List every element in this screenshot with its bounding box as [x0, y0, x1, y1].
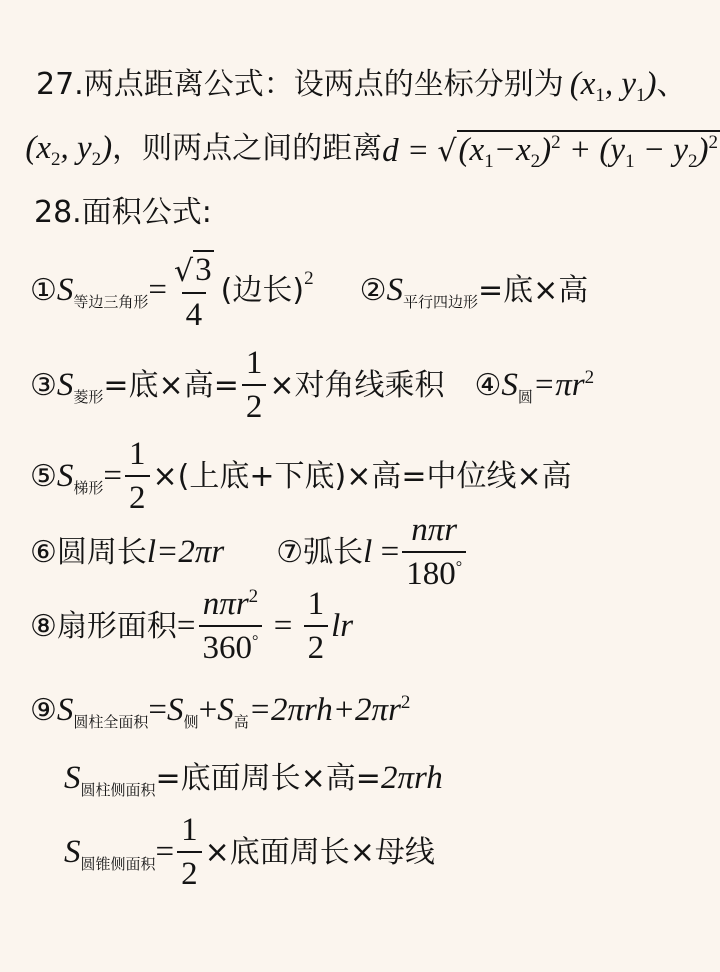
cylinder-side-subscript: 圆柱侧面积 [80, 781, 156, 799]
cylinder-total-formula: $=2\pi rh+2\pi r^2$ [248, 692, 411, 728]
circumference-formula: l=2πr [146, 534, 225, 570]
formula-row-8: ⑧ 扇形面积 = $\frac{n\pi r^2}{360^\circ}$ = $\frac{1}{2}$ lr [30, 586, 354, 666]
distance-formula-line-1 [0, 66, 720, 106]
point-2-coords: ($x_2$, $y_2$) [25, 130, 113, 170]
one-half-fraction: $\frac{1}{2}$ [125, 438, 150, 515]
one-half-fraction: $\frac{1}{2}$ [242, 347, 267, 424]
parallelogram-subscript: 平行四边形 [403, 293, 479, 311]
formula-number-4: ④ [474, 367, 502, 403]
area-formulas-heading-line [0, 194, 720, 230]
one-half-fraction: $\frac{1}{2}$ [304, 588, 329, 665]
formula-number-1: ① [30, 272, 57, 308]
trapezoid-formula: ×(上底+下底)×高=中位线×高 [152, 458, 572, 494]
area-formulas-heading: 28.面积公式: [34, 194, 212, 230]
formula-number-3: ③ [30, 367, 57, 403]
cylinder-side-area-line: S 圆柱侧面积 =底面周长×高= 2πrh [64, 760, 443, 799]
distance-formula-heading: 27.两点距离公式：设两点的坐标分别为 [36, 66, 564, 102]
arc-length-fraction: $\frac{\text{nπr}}{180^\circ}$ [402, 514, 466, 591]
formula-row-1-2: ① S 等边三角形 = √ 3 4 (边长) 2 ② S 平行四边形 =底×高 [30, 251, 589, 333]
trapezoid-subscript: 梯形 [73, 479, 104, 497]
sector-area-label: 扇形面积 [56, 608, 177, 644]
formula-row-9: ⑨ S 圆柱全面积 = S 侧 + S 高 $=2\pi rh+2\pi r^2$ [30, 692, 411, 731]
formula-number-7: ⑦ [276, 534, 304, 570]
one-half-fraction: $\frac{1}{2}$ [177, 814, 202, 891]
formula-number-5: ⑤ [30, 458, 57, 494]
formula-number-6: ⑥ [30, 534, 57, 570]
formula-row-6-7: ⑥ 圆周长 l=2πr ⑦ 弧长 l = $\frac{\text{nπr}}{180^\circ}$ [0, 552, 720, 553]
point-1-coords: ($x_1$, $y_1$) [569, 66, 657, 106]
list-separator: 、 [656, 66, 687, 102]
distance-formula-line-2 [0, 130, 720, 172]
sqrt3-over-4-fraction: √ 3 4 [174, 251, 212, 333]
circle-area-formula: $=\pi r^2$ [532, 367, 595, 403]
formula-number-2: ② [359, 272, 387, 308]
distance-expression: d = √ $(x_1-x_2)^2 + (y_1 - y_2)^2$ [382, 131, 718, 172]
equilateral-triangle-subscript: 等边三角形 [73, 293, 149, 311]
cone-side-area-line: S 圆锥侧面积 = $\frac{1}{2}$ ×底面周长×母线 [64, 812, 435, 892]
formula-row-3-4: ③ S 菱形 =底×高= $\frac{1}{2}$ ×对角线乘积 ④ S 圆 $=\pi r^2$ [30, 345, 595, 425]
formula-row-5: ⑤ S 梯形 = $\frac{1}{2}$ ×(上底+下底)×高=中位线×高 [30, 436, 572, 516]
cylinder-total-subscript: 圆柱全面积 [73, 713, 149, 731]
circle-subscript: 圆 [517, 388, 533, 406]
sector-area-fraction: $\frac{n\pi r^2}{360^\circ}$ [199, 588, 263, 665]
circumference-label: 圆周长 [56, 534, 147, 570]
side-length-label: (边长) [220, 272, 305, 308]
distance-formula-text: ，则两点之间的距离 [112, 130, 383, 166]
cone-side-subscript: 圆锥侧面积 [80, 855, 156, 873]
arc-length-label: 弧长 [303, 534, 364, 570]
parallelogram-formula: =底×高 [478, 272, 589, 308]
cylinder-side-formula: 2πrh [380, 760, 443, 796]
rhombus-subscript: 菱形 [73, 388, 104, 406]
formula-number-8: ⑧ [30, 608, 57, 644]
formula-number-9: ⑨ [30, 692, 57, 728]
